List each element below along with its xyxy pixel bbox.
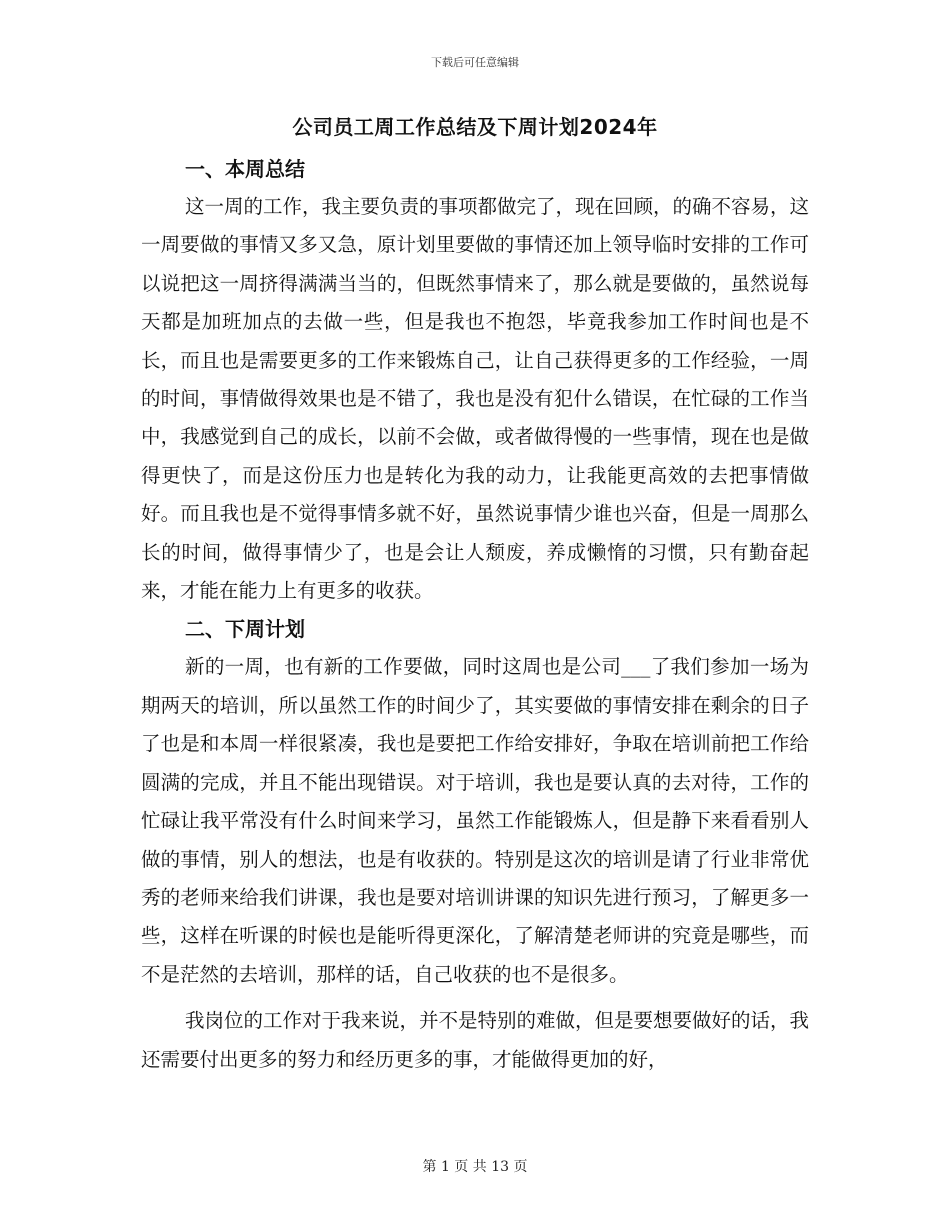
weekly-summary-paragraph: 这一周的工作，我主要负责的事项都做完了，现在回顾，的确不容易，这一周要做的事情又多又急，原计划里要做的事情还加上领导临时安排的工作可以说把这一周挤得满满当当的，但既然事情来了，那么就是要做的，虽然说每天都是加班加点的去做一些，但是我也不抱怨，毕竟我参加工作时间也是不长，而且也是需要更多的工作来锻炼自己，让自己获得更多的工作经验，一周的时间，事情做得效果也是不错了，我也是没有犯什么错误，在忙碌的工作当中，我感觉到自己的成长，以前不会做，或者做得慢的一些事情，现在也是做得更快了，而是这份压力也是转化为我的动力，让我能更高效的去把事情做好。而且我也是不觉得事情多就不好，虽然说事情少谁也兴奋，但是一周那么长的时间，做得事情少了，也是会让人颓废，养成懒惰的习惯，只有勤奋起来，才能在能力上有更多的收获。 (141, 195, 810, 603)
section-heading-next-week-plan: 二、下周计划 (185, 617, 305, 642)
page-header-note: 下载后可任意编辑 (431, 56, 519, 69)
page-footer-number: 第 1 页 共 13 页 (422, 1159, 528, 1175)
next-week-plan-paragraph-2: 我岗位的工作对于我来说，并不是特别的难做，但是要想要做好的话，我还需要付出更多的努力和经历更多的事，才能做得更加的好， (141, 1009, 810, 1071)
document-body (141, 104, 809, 1079)
next-week-plan-paragraph-1: 新的一周，也有新的工作要做，同时这周也是公司___了我们参加一场为期两天的培训，所以虽然工作的时间少了，其实要做的事情安排在剩余的日子了也是和本周一样很紧凑，我也是要把工作给安排好，争取在培训前把工作给圆满的完成，并且不能出现错误。对于培训，我也是要认真的去对待，工作的忙碌让我平常没有什么时间来学习，虽然工作能锻炼人，但是静下来看看别人做的事情，别人的想法，也是有收获的。特别是这次的培训是请了行业非常优秀的老师来给我们讲课，我也是要对培训讲课的知识先进行预习，了解更多一些，这样在听课的时候也是能听得更深化，了解清楚老师讲的究竟是哪些，而不是茫然的去培训，那样的话，自己收获的也不是很多。 (141, 655, 809, 986)
document-title: 公司员工周工作总结及下周计划2024年 (292, 115, 658, 139)
section-heading-weekly-summary: 一、本周总结 (185, 157, 305, 181)
